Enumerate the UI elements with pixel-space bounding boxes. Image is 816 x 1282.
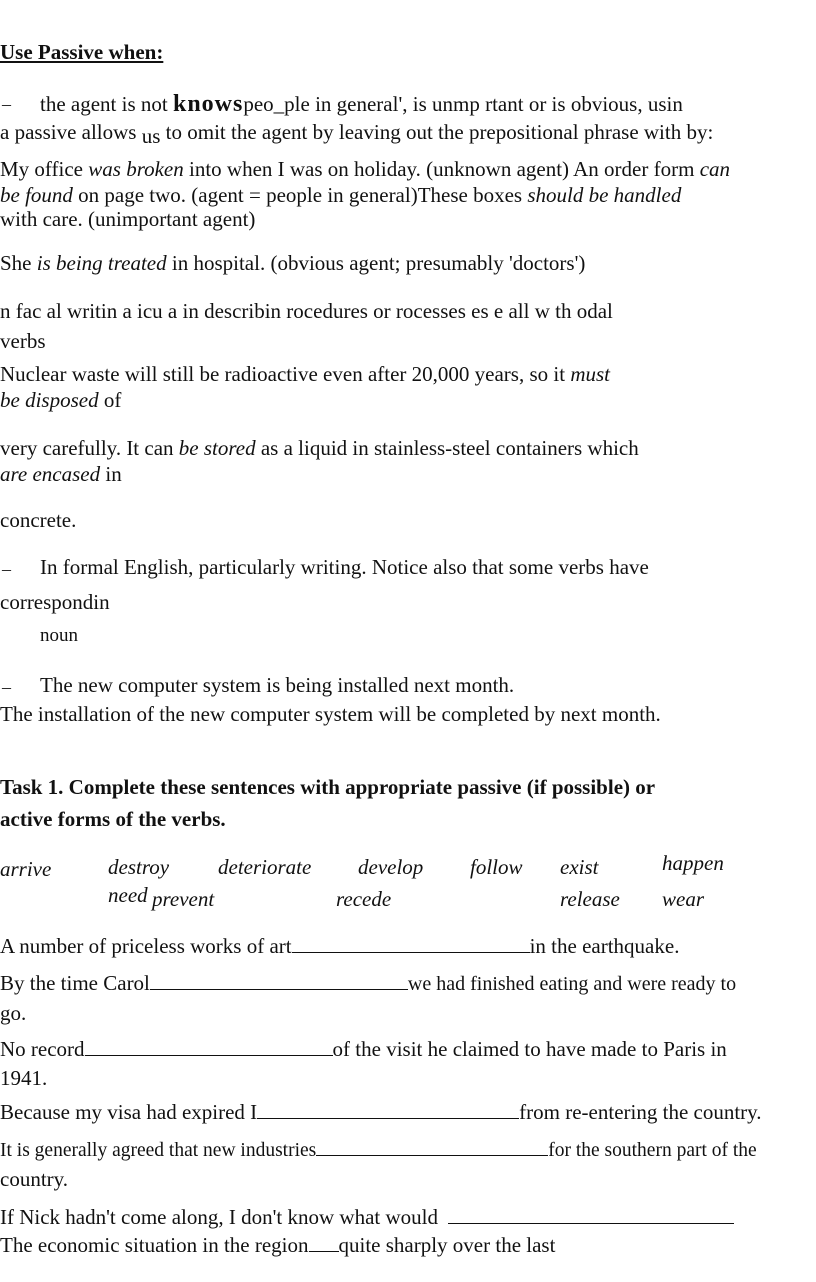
rule-line-4: verbs	[0, 329, 46, 353]
verb-release: release	[560, 887, 620, 911]
answer-blank-3[interactable]	[85, 1037, 333, 1056]
example-line-9: concrete.	[0, 508, 77, 532]
verb-prevent: prevent	[152, 887, 215, 911]
answer-blank-6[interactable]	[448, 1205, 734, 1224]
example-line-5: Nuclear waste will still be radioactive even after 20,000 years, so it must	[0, 362, 610, 386]
example-line-1: My office was broken into when I was on holiday. (unknown agent) An order form can	[0, 157, 731, 181]
verb-happen: happen	[662, 851, 724, 875]
sentence-2-cont: go.	[0, 1001, 27, 1025]
rule-line-2: a passive allows us to omit the agent by leaving out the prepositional phrase with by:	[0, 120, 714, 148]
rule-line-1: the agent is not knowspeo_ple in general', is unmp rtant or is obvious, usin	[40, 91, 683, 117]
verb-exist: exist	[560, 855, 599, 879]
rule-line-6: correspondin	[0, 590, 110, 614]
example-line-6: be disposed of	[0, 388, 122, 412]
verb-recede: recede	[336, 887, 392, 911]
section-heading: Use Passive when:	[0, 40, 164, 64]
verb-develop: develop	[358, 855, 424, 879]
sentence-5: It is generally agreed that new industries for the southern part of the	[0, 1137, 757, 1163]
verb-destroy: destroy	[108, 855, 170, 879]
example-line-8: are encased in	[0, 462, 122, 486]
example-line-4: She is being treated in hospital. (obvious agent; presumably 'doctors')	[0, 251, 586, 275]
sentence-2: By the time Carol we had finished eating and were ready to	[0, 971, 737, 995]
rule-line-5: In formal English, particularly writing. Notice also that some verbs have	[40, 555, 649, 579]
verb-follow: follow	[470, 855, 523, 879]
sentence-3-cont: 1941.	[0, 1066, 48, 1090]
answer-blank-7[interactable]	[309, 1233, 339, 1252]
verb-need: need	[108, 883, 148, 907]
example-line-2: be found on page two. (agent = people in general)These boxes should be handled	[0, 183, 682, 207]
answer-blank-1[interactable]	[292, 934, 530, 953]
verb-deteriorate: deteriorate	[218, 855, 312, 879]
answer-blank-2[interactable]	[150, 971, 408, 990]
sentence-4: Because my visa had expired I from re-entering the country.	[0, 1100, 762, 1124]
verb-wear: wear	[662, 887, 704, 911]
sentence-7: The economic situation in the region quite sharply over the last	[0, 1233, 556, 1257]
sentence-3: No record of the visit he claimed to have made to Paris in	[0, 1037, 727, 1061]
rule-line-3: n fac al writin a icu a in describin rocedures or rocesses es e all w th odal	[0, 299, 613, 323]
answer-blank-4[interactable]	[257, 1100, 519, 1119]
sentence-5-cont: country.	[0, 1167, 69, 1191]
sentence-6: If Nick hadn't come along, I don't know what would	[0, 1205, 734, 1229]
example-line-3: with care. (unimportant agent)	[0, 207, 256, 231]
bullet-dash: –	[2, 559, 11, 579]
task-title-line-1: Task 1. Complete these sentences with appropriate passive (if possible) or	[0, 775, 656, 799]
answer-blank-5[interactable]	[316, 1137, 548, 1156]
example-line-7: very carefully. It can be stored as a liquid in stainless-steel containers which	[0, 436, 639, 460]
example-line-11: The installation of the new computer system will be completed by next month.	[0, 702, 661, 726]
verb-arrive: arrive	[0, 857, 52, 881]
example-line-10: The new computer system is being installed next month.	[40, 673, 515, 697]
task-title-line-2: active forms of the verbs.	[0, 807, 226, 831]
rule-line-7: noun	[40, 625, 78, 646]
bullet-dash: –	[2, 94, 11, 114]
sentence-1: A number of priceless works of art in the earthquake.	[0, 934, 680, 958]
bullet-dash: –	[2, 677, 11, 697]
